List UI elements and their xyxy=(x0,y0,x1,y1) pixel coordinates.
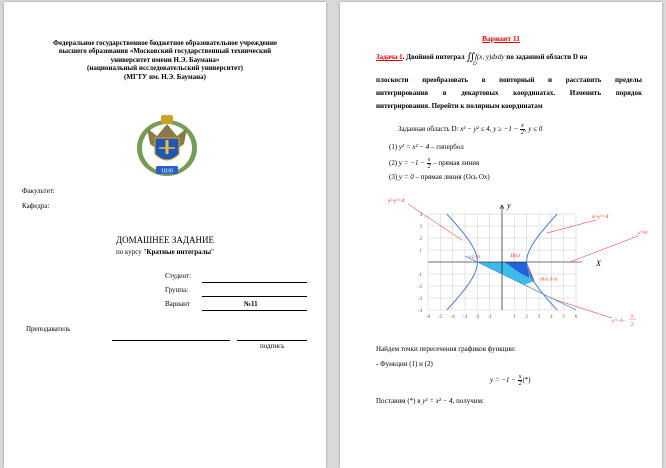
faculty-label: Факультет: xyxy=(22,187,55,195)
y-tick-label: 1 xyxy=(419,249,422,254)
curve-expression: y = −1 − xyxy=(398,159,425,168)
curve-number: (2) xyxy=(389,159,398,168)
student-field-line xyxy=(202,282,307,283)
curve-item-2 xyxy=(389,157,479,170)
line-annotation-frac-den: 2 xyxy=(631,323,634,328)
y-tick-label: 3 xyxy=(419,225,422,230)
curve-description: – прямая линия (Ось Ox) xyxy=(413,173,490,181)
x-tick-label: -6 xyxy=(425,315,431,320)
y0-annotation: y=0 xyxy=(638,230,647,236)
signature-line xyxy=(237,340,307,341)
group-field-line xyxy=(202,296,307,297)
y-tick-label: -1 xyxy=(417,273,422,278)
integral-subscript: D xyxy=(473,62,477,67)
task-tail: по заданной области D на xyxy=(506,53,588,62)
region-definition xyxy=(398,123,542,136)
curve-description: – прямая линия xyxy=(431,159,480,168)
line-annotation-frac-num: x xyxy=(631,314,634,319)
y-tick-label: -3 xyxy=(417,297,422,302)
equation-star-b: (*) xyxy=(522,376,531,385)
x-tick-label: -5 xyxy=(438,315,443,320)
x-axis-label: X xyxy=(596,259,601,268)
variant-field-line xyxy=(202,310,307,311)
student-label: Студент: xyxy=(165,272,192,280)
y-tick-label: 4 xyxy=(419,213,422,218)
integral-expression: f(x, y)dxdy xyxy=(475,53,505,62)
functions-label: - Функции (1) и (2) xyxy=(376,360,433,368)
fraction-denominator: 2 xyxy=(427,164,431,170)
curve-item-1 xyxy=(389,143,464,151)
paragraph-line: интегрирования в декартовых координатах. Изменить порядок xyxy=(376,89,642,97)
task-page xyxy=(340,2,662,468)
group-label: Группа: xyxy=(165,286,189,294)
findings-text: Найдем точки пересечения графиков функции: xyxy=(376,345,516,353)
shield xyxy=(155,138,179,160)
university-emblem xyxy=(132,110,202,180)
substitute-text xyxy=(376,397,484,405)
y-tick-label: 2 xyxy=(419,237,422,242)
curve-item-3 xyxy=(389,173,490,181)
region-expression-b: , y ≤ 0 xyxy=(524,125,543,134)
x-tick-label: 5 xyxy=(562,315,565,320)
course-prefix: по курсу " xyxy=(115,248,147,256)
x-tick-label: 4 xyxy=(550,315,553,320)
line-annotation: y=-1- xyxy=(612,318,625,324)
course-suffix: " xyxy=(211,248,214,256)
region-chart xyxy=(386,192,662,332)
region-label: Заданная область D: xyxy=(398,125,459,134)
course-line xyxy=(4,248,326,256)
course-name: Кратные интегралы xyxy=(146,248,212,256)
double-integral-sign: ∬ xyxy=(466,52,475,63)
right-hyperbola-annotation: x²-y²=4 xyxy=(592,214,609,220)
region-expression-a: x² − y² ≤ 4, y ≥ −1 − xyxy=(460,125,519,134)
task-label: Задача 1 xyxy=(376,53,403,62)
header-line: (национальный исследовательский университет) xyxy=(86,64,244,73)
x-tick-label: -2 xyxy=(475,315,480,320)
variant-label: Вариант xyxy=(165,300,190,308)
substitute-text-b: , получим: xyxy=(452,397,484,405)
header-line: высшего образования «Московский государственный технический xyxy=(58,47,272,56)
point-b-annotation: (8/3,-5/3) xyxy=(540,276,558,282)
teacher-label: Преподаватель xyxy=(26,325,71,333)
curve-number: (3) xyxy=(389,173,398,181)
task-statement xyxy=(376,52,656,63)
curve-number: (1) xyxy=(389,143,398,151)
x-tick-label: -1 xyxy=(487,315,492,320)
y0-pointer xyxy=(570,236,638,262)
fraction-denominator: 2 xyxy=(518,381,522,387)
region-annotation: D(x) xyxy=(510,254,520,260)
x-tick-label: 3 xyxy=(537,315,541,320)
department-label: Кафедра: xyxy=(22,202,50,210)
task-paragraph xyxy=(376,74,642,113)
x-tick-label: -4 xyxy=(450,315,455,320)
left-hyperbola-annotation: x²-y²=4 xyxy=(388,198,405,204)
equation-star-a: y = −1 − xyxy=(490,376,517,385)
header-line: Федеральное государственное бюджетное образовательное учреждение xyxy=(53,39,277,47)
equation-star xyxy=(490,374,531,387)
curve-description: – гипербол xyxy=(429,143,464,151)
x-tick-label: -3 xyxy=(462,315,468,320)
y-tick-label: -2 xyxy=(417,285,422,290)
fraction-numerator: x xyxy=(427,157,431,163)
curve-expression: y² = x² − 4 xyxy=(398,143,430,151)
fraction-numerator: x xyxy=(518,374,522,380)
teacher-name-line xyxy=(112,340,230,341)
y-axis-label: y xyxy=(507,201,511,210)
fraction-denominator: 2 xyxy=(520,130,524,136)
header-line: университет имени Н.Э. Баумана» xyxy=(110,55,220,64)
variant-value: №11 xyxy=(244,300,258,308)
x-tick-label: 1 xyxy=(513,315,516,320)
title-page xyxy=(4,2,326,468)
signature-label: подпись xyxy=(260,342,285,350)
header-line: (МГТУ им. Н.Э. Баумана) xyxy=(124,72,206,81)
y-tick-label: -4 xyxy=(417,309,422,314)
point-a-annotation: (-2, 0) xyxy=(468,253,480,259)
fraction-numerator: x xyxy=(521,123,524,129)
right-hyperbola-pointer xyxy=(546,220,596,233)
task-intro: . Двойной интеграл xyxy=(402,53,465,62)
emblem-year: 1830 xyxy=(161,168,173,175)
institution-header xyxy=(4,39,326,81)
paragraph-line: плоскости преобразовать в повторный и расставить пределы xyxy=(376,76,642,84)
x-tick-label: 2 xyxy=(525,315,528,320)
document-title: ДОМАШНЕЕ ЗАДАНИЕ xyxy=(115,235,215,245)
curve-expression: y = 0 xyxy=(398,173,414,181)
paragraph-line: интегрирования. Перейти к полярным координатам xyxy=(376,102,543,110)
substitute-text-a: Поставим (*) в xyxy=(376,397,421,405)
substitute-expression: y² = x² − 4 xyxy=(422,397,453,405)
variant-title: Вариант 11 xyxy=(482,34,520,43)
x-tick-label: 6 xyxy=(574,315,578,320)
